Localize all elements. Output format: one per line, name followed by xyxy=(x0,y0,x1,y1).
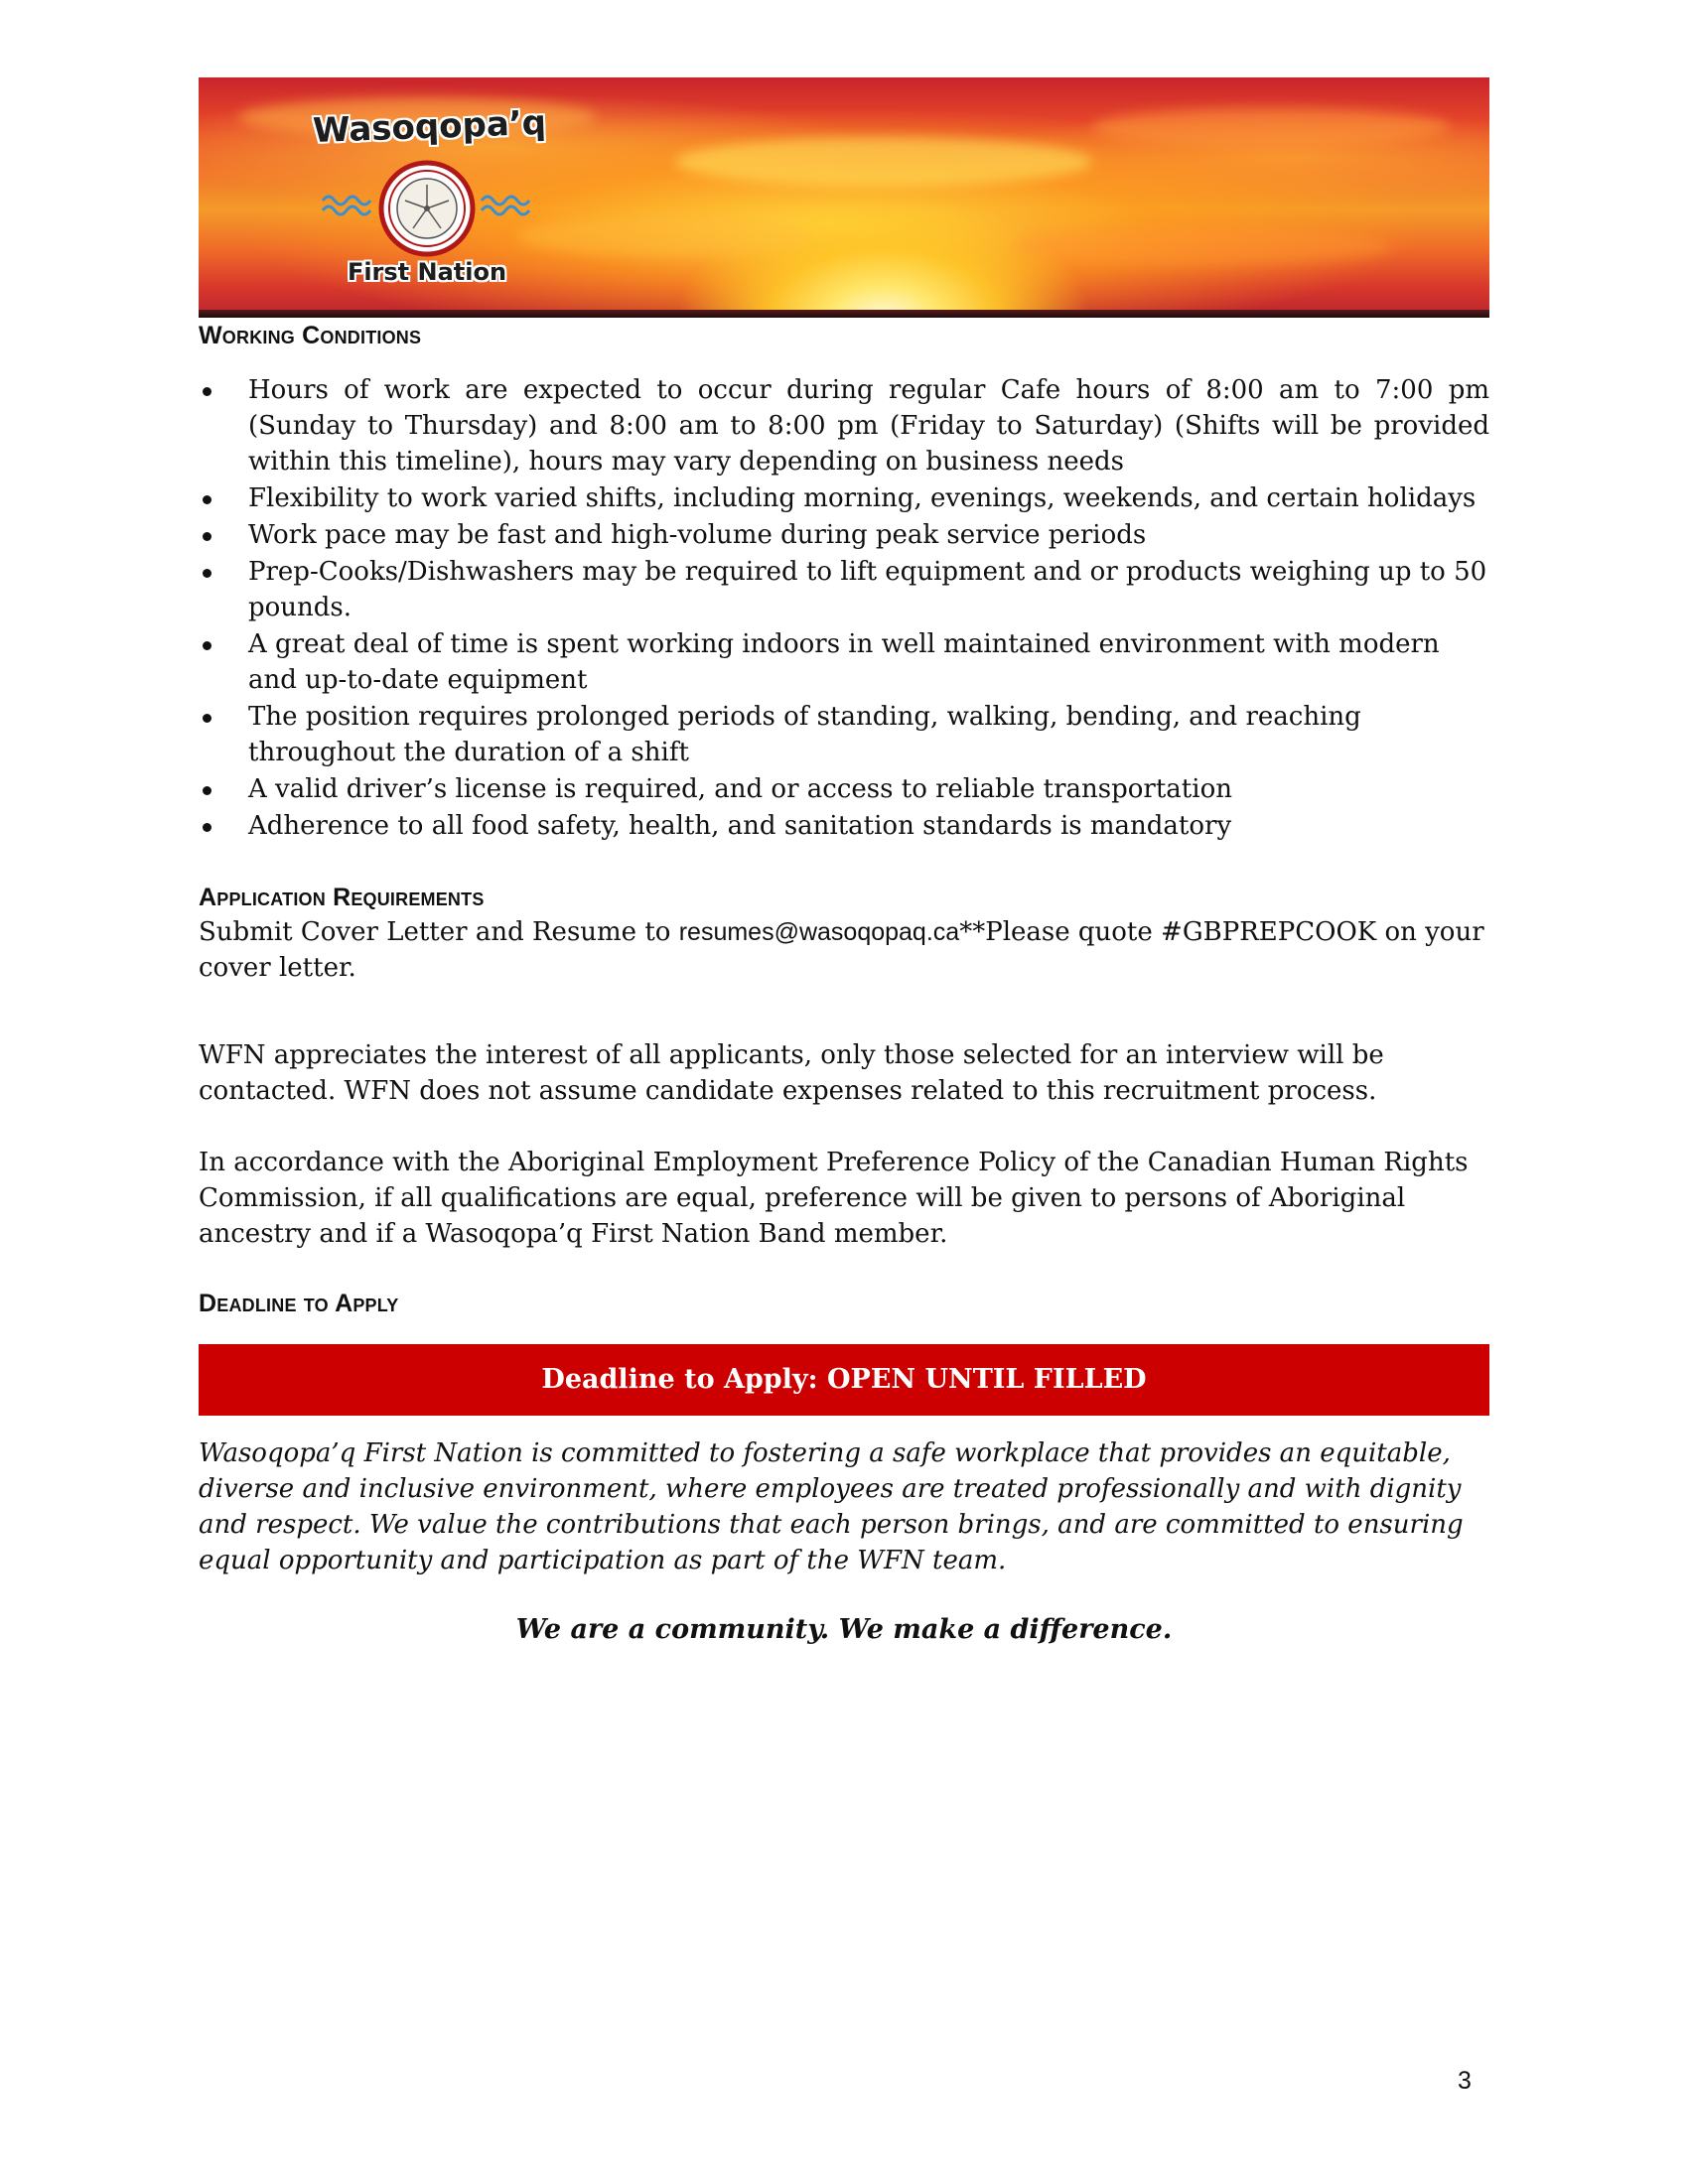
banner-cloud xyxy=(1013,226,1390,266)
wave-icon xyxy=(480,189,534,218)
bullet-icon xyxy=(203,569,211,578)
list-item-text: A valid driver’s license is required, and or access to reliable transportation xyxy=(248,774,1232,804)
list-item-text: The position requires prolonged periods of standing, walking, bending, and reaching throughout the duration of a shift xyxy=(248,702,1361,767)
list-item xyxy=(199,699,1489,770)
list-item xyxy=(199,771,1489,807)
banner-cloud xyxy=(516,216,814,256)
deadline-heading: Deadline to Apply xyxy=(199,1290,399,1317)
list-item xyxy=(199,517,1489,553)
list-item xyxy=(199,808,1489,844)
wave-icon xyxy=(321,189,375,218)
logo-subtitle: First Nation xyxy=(347,258,507,286)
bullet-icon xyxy=(203,786,211,795)
list-item-text: Hours of work are expected to occur during regular Cafe hours of 8:00 am to 7:00 pm (Sunday to Thursday) and 8:00 am to 8:00 pm (Friday to Saturday) (Shifts will be provided within this timeline), hours may vary depending on business needs xyxy=(248,375,1489,477)
list-item xyxy=(199,554,1489,625)
email-link[interactable]: resumes@wasoqopaq.ca xyxy=(678,918,960,946)
slogan: We are a community. We make a difference. xyxy=(515,1614,1173,1645)
working-conditions-heading: Working Conditions xyxy=(199,322,422,349)
bullet-icon xyxy=(203,641,211,650)
application-quote-text: **Please quote #GBPREPCOOK on your cover letter. xyxy=(199,917,1484,983)
preference-notice: In accordance with the Aboriginal Employment Preference Policy of the Canadian Human Rights Commission, if all qualifications are equal, preference will be given to persons of Aboriginal ancestry and if a Wasoqopa’q First Nation Band member. xyxy=(199,1148,1469,1249)
application-requirements-heading: Application Requirements xyxy=(199,884,485,911)
list-item xyxy=(199,626,1489,698)
sand-dollar-emblem-icon xyxy=(377,159,477,258)
commitment-statement: Wasoqopa’q First Nation is committed to fostering a safe workplace that provides an equitable, diverse and inclusive environment, where employees are treated professionally and with dignity and respect. We value the contributions that each person brings, and are committed to ensuring equal opportunity and participation as part of the WFN team. xyxy=(199,1438,1464,1575)
bullet-icon xyxy=(203,714,211,723)
deadline-banner: Deadline to Apply: OPEN UNTIL FILLED xyxy=(199,1344,1489,1416)
list-item-text: Flexibility to work varied shifts, including morning, evenings, weekends, and certain holidays xyxy=(248,483,1477,513)
list-item xyxy=(199,480,1489,516)
page-number: 3 xyxy=(1458,2067,1472,2095)
bullet-icon xyxy=(203,387,211,396)
list-item-text: A great deal of time is spent working indoors in well maintained environment with modern and up-to-date equipment xyxy=(248,629,1440,695)
wasoqopaq-logo xyxy=(312,102,547,296)
list-item-text: Adherence to all food safety, health, and sanitation standards is mandatory xyxy=(248,811,1232,841)
application-instructions xyxy=(199,914,1489,986)
header-banner xyxy=(199,77,1489,318)
bullet-icon xyxy=(203,532,211,541)
horizon-line xyxy=(199,310,1489,318)
list-item-text: Work pace may be fast and high-volume during peak service periods xyxy=(248,520,1147,550)
list-item xyxy=(199,372,1489,479)
bullet-icon xyxy=(203,495,211,504)
interest-notice: WFN appreciates the interest of all applicants, only those selected for an interview will be contacted. WFN does not assume candidate expenses related to this recruitment process. xyxy=(199,1040,1384,1106)
bullet-icon xyxy=(203,823,211,832)
list-item-text: Prep-Cooks/Dishwashers may be required to lift equipment and or products weighing up to 50 pounds. xyxy=(248,557,1487,622)
logo-title: Wasoqopa’q xyxy=(312,102,547,152)
banner-cloud xyxy=(1092,107,1450,147)
working-conditions-list xyxy=(199,372,1489,844)
application-text: Submit Cover Letter and Resume to xyxy=(199,917,679,947)
document-page xyxy=(199,77,1489,1648)
banner-cloud xyxy=(675,137,1092,187)
